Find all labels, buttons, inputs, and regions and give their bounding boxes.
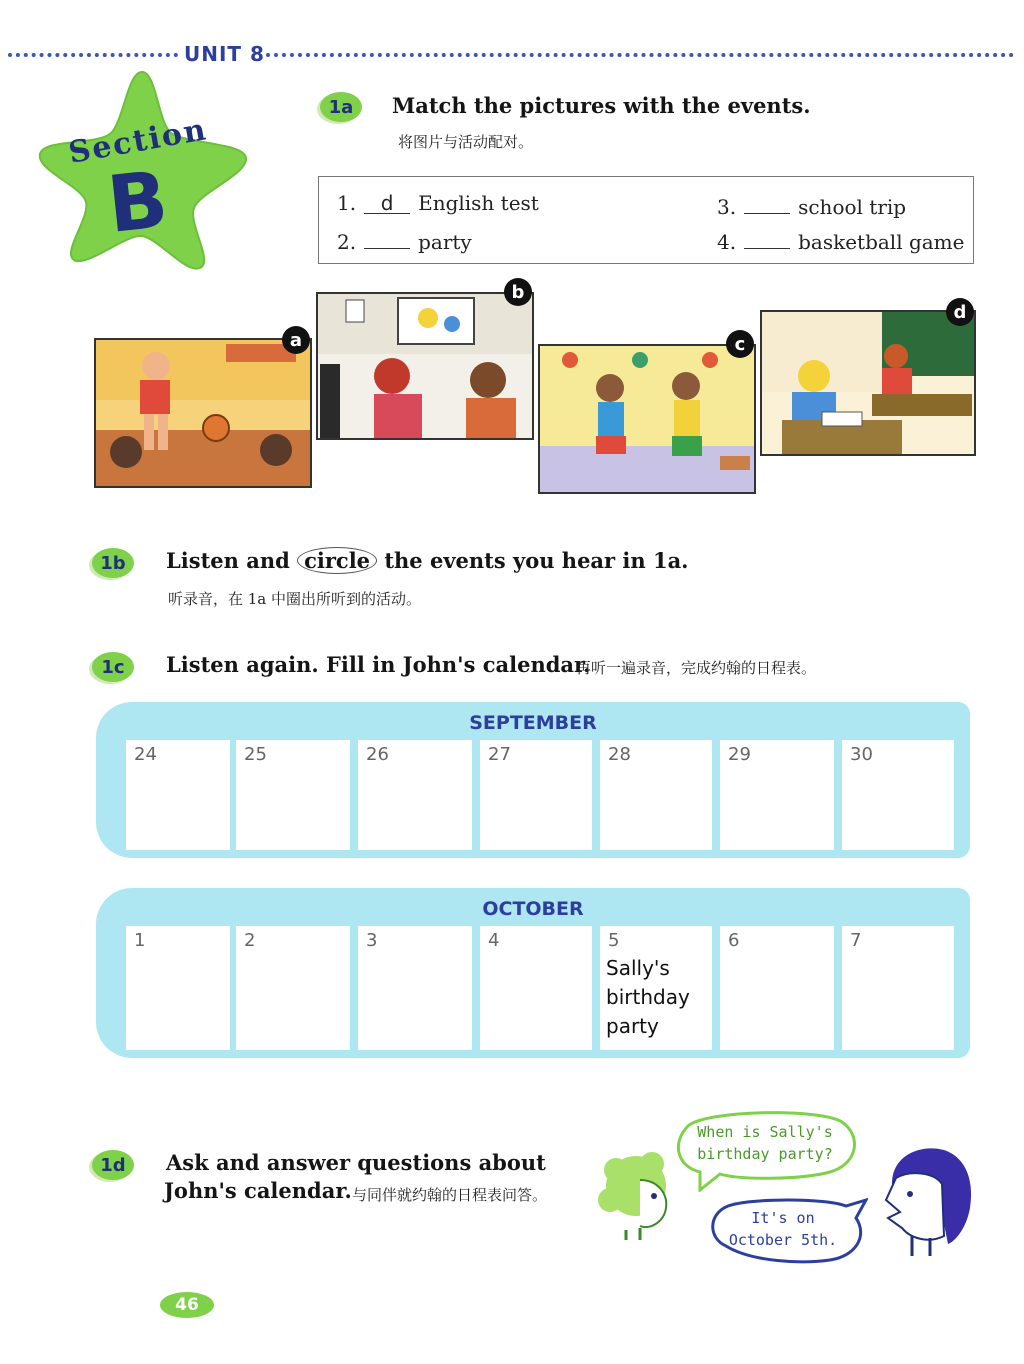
picture-label-c: c bbox=[726, 330, 754, 358]
ex1b-title-before: Listen and bbox=[166, 548, 290, 573]
calendar-day-cell[interactable] bbox=[236, 740, 350, 850]
badge-1c: 1c bbox=[92, 652, 134, 682]
ex1b-title-circle: circle bbox=[297, 547, 377, 574]
ex1d-title-line1: Ask and answer questions about bbox=[166, 1150, 546, 1175]
calendar-day-number: 5 bbox=[608, 930, 620, 951]
basketball-scene-icon bbox=[96, 340, 310, 486]
calendar-month-title: OCTOBER bbox=[482, 898, 584, 920]
calendar-day-number: 27 bbox=[488, 744, 511, 765]
calendar-september bbox=[96, 702, 970, 858]
picture-a-basketball bbox=[94, 338, 312, 488]
match-answer-blank[interactable] bbox=[744, 191, 790, 214]
match-num: 4. bbox=[717, 230, 737, 254]
ex1a-subtitle: 将图片与活动配对。 bbox=[398, 133, 534, 151]
picture-d-english-test bbox=[760, 310, 976, 456]
match-box bbox=[318, 176, 974, 264]
ex1b-title-after: the events you hear in 1a. bbox=[384, 548, 689, 573]
calendar-day-number: 24 bbox=[134, 744, 157, 765]
calendar-day-number: 29 bbox=[728, 744, 751, 765]
school-trip-scene-icon bbox=[318, 294, 532, 438]
match-item-3 bbox=[717, 191, 906, 219]
calendar-day-cell[interactable] bbox=[126, 926, 230, 1050]
section-word: Section bbox=[66, 112, 211, 171]
match-answer-blank[interactable] bbox=[744, 226, 790, 249]
dark-hair-boy-icon bbox=[872, 1144, 976, 1256]
badge-1b: 1b bbox=[92, 548, 134, 578]
english-test-scene-icon bbox=[762, 312, 974, 454]
calendar-day-number: 28 bbox=[608, 744, 631, 765]
calendar-day-cell[interactable] bbox=[842, 926, 954, 1050]
match-event: school trip bbox=[798, 195, 907, 219]
match-item-2 bbox=[337, 226, 472, 254]
picture-label-a: a bbox=[282, 326, 310, 354]
match-event: English test bbox=[418, 191, 539, 215]
match-item-4 bbox=[717, 226, 964, 254]
calendar-day-cell[interactable] bbox=[126, 740, 230, 850]
calendar-day-cell[interactable] bbox=[720, 926, 834, 1050]
ex1c-subtitle: 再听一遍录音，完成约翰的日程表。 bbox=[576, 659, 817, 677]
ex1b-subtitle: 听录音，在 1a 中圈出所听到的活动。 bbox=[168, 590, 422, 608]
section-letter: B bbox=[103, 155, 172, 251]
ex1d-subtitle: 与同伴就约翰的日程表问答。 bbox=[352, 1186, 548, 1204]
badge-1a: 1a bbox=[320, 92, 362, 122]
match-event: party bbox=[418, 230, 472, 254]
match-answer-blank[interactable]: d bbox=[364, 191, 410, 214]
calendar-day-cell[interactable] bbox=[358, 740, 472, 850]
header-dots-right bbox=[266, 53, 1014, 57]
match-answer-blank[interactable] bbox=[364, 226, 410, 249]
calendar-day-cell[interactable] bbox=[720, 740, 834, 850]
calendar-day-number: 7 bbox=[850, 930, 862, 951]
calendar-day-number: 1 bbox=[134, 930, 146, 951]
ex1b-title bbox=[166, 548, 689, 573]
calendar-month-title: SEPTEMBER bbox=[469, 712, 597, 734]
calendar-day-number: 30 bbox=[850, 744, 873, 765]
match-num: 2. bbox=[337, 230, 357, 254]
ex1c-title: Listen again. Fill in John's calendar. bbox=[166, 652, 591, 677]
ex1d-title-line2: John's calendar. bbox=[164, 1178, 352, 1203]
calendar-day-number: 2 bbox=[244, 930, 256, 951]
match-num: 1. bbox=[337, 191, 357, 215]
page-number: 46 bbox=[160, 1292, 214, 1318]
calendar-day-cell[interactable] bbox=[236, 926, 350, 1050]
answer-bubble-text: It's on October 5th. bbox=[728, 1209, 838, 1249]
header-dots-left bbox=[8, 53, 178, 57]
calendar-day-cell[interactable] bbox=[600, 740, 712, 850]
calendar-day-number: 6 bbox=[728, 930, 740, 951]
unit-title: UNIT 8 bbox=[184, 42, 265, 66]
picture-c-party bbox=[538, 344, 756, 494]
match-num: 3. bbox=[717, 195, 737, 219]
party-scene-icon bbox=[540, 346, 754, 492]
calendar-day-number: 26 bbox=[366, 744, 389, 765]
picture-label-d: d bbox=[946, 298, 974, 326]
calendar-day-cell[interactable] bbox=[480, 926, 592, 1050]
badge-1d: 1d bbox=[92, 1150, 134, 1180]
calendar-day-cell[interactable] bbox=[600, 926, 712, 1050]
match-event: basketball game bbox=[798, 230, 965, 254]
match-item-1 bbox=[337, 191, 539, 215]
calendar-day-number: 25 bbox=[244, 744, 267, 765]
calendar-october bbox=[96, 888, 970, 1058]
calendar-day-number: 4 bbox=[488, 930, 500, 951]
calendar-day-cell[interactable] bbox=[842, 740, 954, 850]
ex1a-title: Match the pictures with the events. bbox=[392, 93, 811, 118]
calendar-day-cell[interactable] bbox=[358, 926, 472, 1050]
picture-b-school-trip bbox=[316, 292, 534, 440]
calendar-day-cell[interactable] bbox=[480, 740, 592, 850]
picture-label-b: b bbox=[504, 278, 532, 306]
calendar-day-number: 3 bbox=[366, 930, 378, 951]
calendar-event-note: Sally's birthday party bbox=[606, 956, 690, 1038]
question-bubble-text: When is Sally's birthday party? bbox=[697, 1123, 833, 1163]
